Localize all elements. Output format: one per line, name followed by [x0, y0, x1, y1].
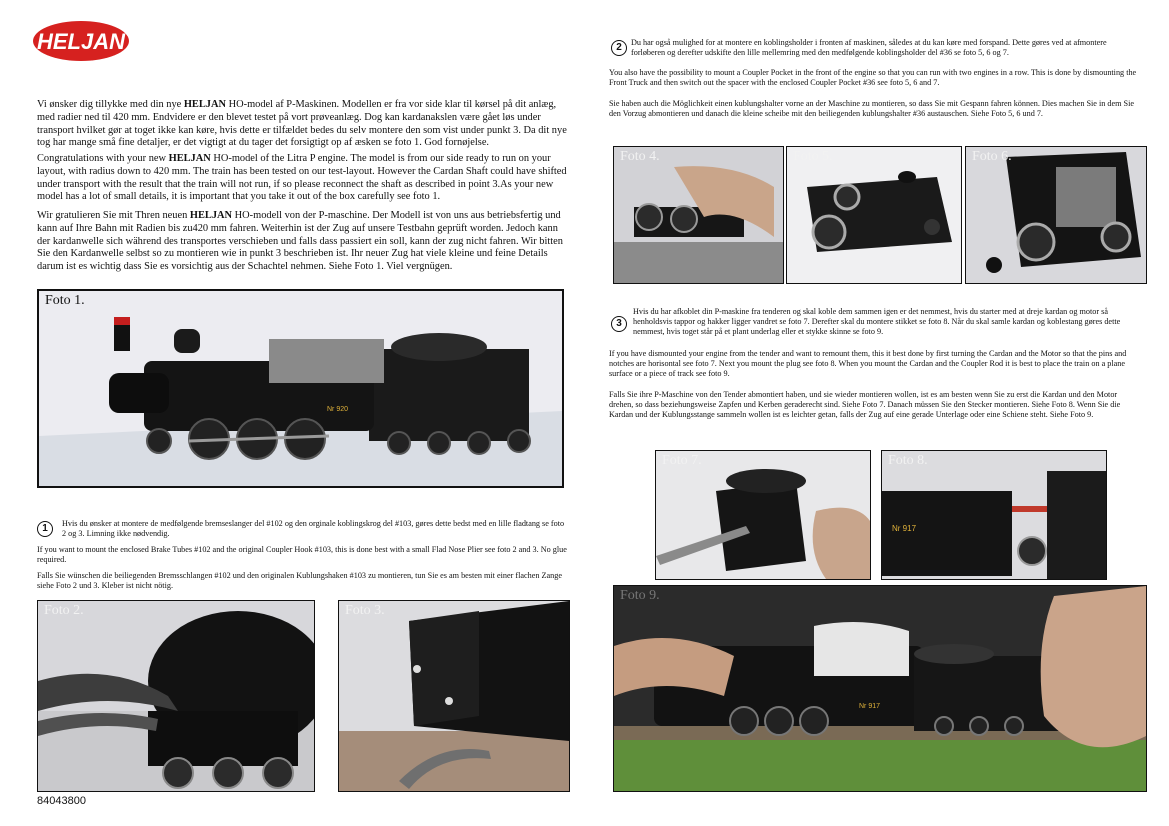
- step-2-german: Sie haben auch die Möglichkeit einen kublungshalter vorne an der Maschine zu montieren, so dass Sie mit Gespann fahren können. Dies machen Sie in dem Sie den Vorzug abmontieren und danach die kleine scheibe mit den beiliegenden kublungshalter #36 austauschen. Siehe Foto 5, 6 und 7.: [609, 99, 1134, 118]
- loco-number-label: Nr 917: [859, 703, 881, 710]
- photo-label: Foto 3.: [345, 603, 385, 618]
- loco-number-label: Nr 917: [892, 524, 917, 533]
- photo-label: Foto 6.: [972, 149, 1012, 164]
- photo-9-track-mounting: [613, 585, 1147, 792]
- intro-german: Wir gratulieren Sie mit Thren neuen HELJAN HO-modell von der P-maschine. Der Modell ist von uns aus betriebsfertig und kann auf Ihre Bahn mit Radien bis zu420 mm fahren. Weiterhin ist der Zug auf unsere Testbahn geprüft worden. Jedoch kann der kardanwelle sich während des transportes verschieben und falls dass passiert ein soll, kann der zug nicht fahren. Wir bitten Sie den Kardanwelle selbst so zu montieren wie in punkt 3 beschrieben ist. Ihr neuer Zug hat viele kleine und feine Details darum ist es wichtig dass Sie es vorsichtig aus der Schachtel nehmen. Siehe Foto 1. Viel vergnügen.: [37, 210, 563, 273]
- photo-1-locomotive: [37, 289, 564, 488]
- step-2-danish: Du har også mulighed for at montere en koblingsholder i fronten af maskinen, således at du kan køre med forspand. Dette gøres ved at afmontere forløberen og derefter udskifte den lille mellemring med den medfølgende koblingsholder del #36 se foto 5, 6 og 7.: [631, 38, 1107, 57]
- photo-label: Foto 2.: [44, 603, 84, 618]
- step-1-number: 1: [37, 521, 53, 537]
- brand-name: HELJAN: [183, 99, 226, 110]
- photo-8-plug: [881, 450, 1107, 580]
- product-code: 84043800: [37, 795, 86, 807]
- photo-label: Foto 4.: [620, 149, 660, 164]
- step-3-german: Falls Sie ihre P-Maschine von den Tender abmontiert haben, und sie wieder montieren wollen, ist es am besten wenn Sie zu erst die Kardan und den Motor drehen, so dass beziehungsweise Zapfen und Kerben geraderecht sind. Siehe Foto 7. Danach müssen Sie den Stecker montieren. Siehe Foto 8. Wenn Sie die Kardan und der Kublungsstange sammeln wollen ist es leichter getan, falls der Zug auf eine gerade Unterlage oder eine Schiene steht. Siehe Foto 9.: [609, 390, 1121, 419]
- intro-danish: Vi ønsker dig tillykke med din nye HELJAN HO-model af P-Maskinen. Modellen er fra vor side klar til kørsel på dit anlæg, med radier ned til 420 mm. Endvidere er den blevet testet på vort prøveanlæg. Dog kan kardanakslen være gået løs under transport hvilket gør at toget ikke kan køre, hvis dette er tilfældet bedes du selv montere den som vist under punkt 3. Da dit nye tog har mange små fine detaljer, er det vigtigt at du tager det forsigtigt op af æsken se foto 1. God fornøjelse.: [37, 99, 567, 149]
- photo-6-coupler-pocket: [965, 146, 1147, 284]
- step-1-english: If you want to mount the enclosed Brake Tubes #102 and the original Coupler Hook #103, this is done best with a small Flad Nose Plier see foto 2 and 3. No glue required.: [37, 545, 567, 564]
- brand-name: HELJAN: [189, 210, 233, 221]
- brand-name: HELJAN: [168, 153, 211, 164]
- step-2-english: You also have the possibility to mount a Coupler Pocket in the front of the engine so that you can run with two engines in a row. This is done by dismounting the Front Truck and then switch out the spacer with the enclosed Coupler Pocket #36 see foto 5, 6 and 7.: [609, 68, 1137, 87]
- photo-5-dismounted-truck: [786, 146, 962, 284]
- photo-label: Foto 9.: [620, 588, 660, 603]
- step-2-number: 2: [611, 40, 627, 56]
- step-1-danish: Hvis du ønsker at montere de medfølgende bremseslanger del #102 og den orginale koblingskrog del #103, gøres dette bedst med en lille fladtang se foto 2 og 3. Limning ikke nødvendig.: [62, 519, 565, 538]
- step-3-number: 3: [611, 316, 627, 332]
- photo-3-coupler-hook: [338, 600, 570, 792]
- step-3-danish: Hvis du har afkoblet din P-maskine fra tenderen og skal koble dem sammen igen er det nemmest, hvis du starter med at dreje kardan og motor så henholdsvis tappor og hakker ligger vandret se foto 7. Derefter skal du montere stikket se foto 8. Når du skal samle kardan og koblestang gøres dette nemmest, hvis toget står på et plant underlag eller et stykke skinne se foto 9.: [633, 307, 1121, 336]
- photo-label: Foto 1.: [45, 293, 85, 308]
- photo-label: Foto 8.: [888, 453, 928, 468]
- intro-english: Congratulations with your new HELJAN HO-model of the Litra P engine. The model is from our side ready to run on your layout, with radius down to 420 mm. The train has been tested on our test-layout. However the Cardan Shaft could have shifted under transport with the result that the train will not run, if so please reconnect the shaft as described in point 3.As your new model has a lot of small details, it is important that you take it out of the box carefully see foto 1.: [37, 153, 567, 203]
- photo-label: Foto 5.: [793, 149, 833, 164]
- step-3-english: If you have dismounted your engine from the tender and want to remount them, this it best done by first turning the Cardan and the Motor so that the pins and notches are horisontal see foto 7. Next you mount the plug see foto 8. When you mount the Cardan and the Coupler Rod it is best to place the train on a plane surface or a piece of track see foto 9.: [609, 349, 1127, 378]
- logo-text: HELJAN: [36, 29, 126, 54]
- photo-4-front-truck: [613, 146, 784, 284]
- heljan-logo: [32, 20, 130, 62]
- photo-2-brake-tubes: [37, 600, 315, 792]
- step-1-german: Falls Sie wünschen die beiliegenden Bremsschlangen #102 und den originalen Kublungshaken #103 zu montieren, tun Sie es am besten mit einer flachen Zange siehe Foto 2 und 3. Kleber ist nicht nötig.: [37, 571, 563, 590]
- photo-7-cardan-motor: [655, 450, 871, 580]
- photo-label: Foto 7.: [662, 453, 702, 468]
- loco-number-label: Nr 920: [327, 406, 349, 413]
